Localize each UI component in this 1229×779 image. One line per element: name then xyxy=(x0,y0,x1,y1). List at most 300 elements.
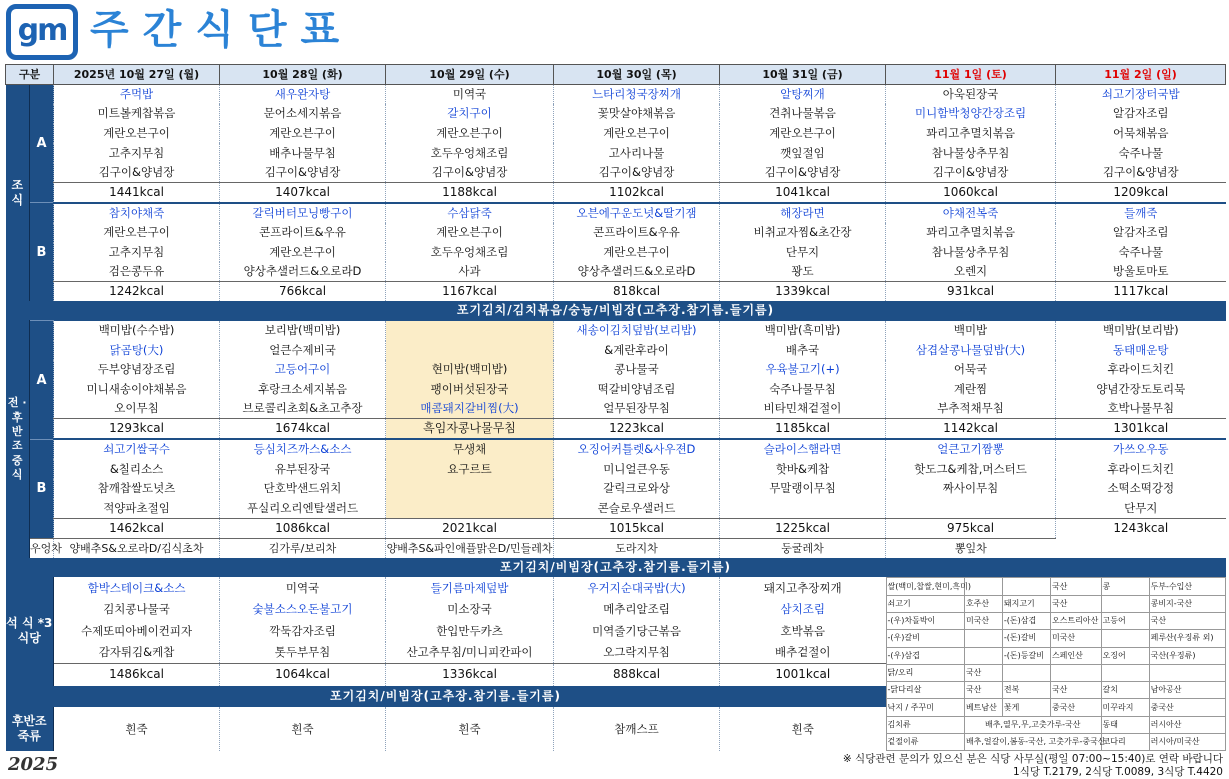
menu-item: 등심치즈까스&소스 xyxy=(220,439,386,459)
menu-item: 계란오븐구이 xyxy=(54,223,220,243)
origin-cell: 두부-수입산 xyxy=(1149,578,1225,595)
origin-cell: 고등어 xyxy=(1101,612,1149,629)
menu-row xyxy=(6,262,1226,282)
menu-item: 후라이드치킨 xyxy=(1056,459,1226,479)
menu-item: 우육불고기(+) xyxy=(720,360,886,380)
kcal-value: 1015kcal xyxy=(554,518,720,538)
origin-cell: 전복 xyxy=(1002,682,1050,699)
menu-item: 배추겉절이 xyxy=(720,642,886,664)
origin-cell: 오스트리아산 xyxy=(1050,612,1101,629)
menu-item: 김치콩나물국 xyxy=(54,599,220,621)
origin-cell xyxy=(964,630,1002,647)
menu-item: 어묵국 xyxy=(886,360,1056,380)
origin-cell xyxy=(1050,664,1101,681)
kcal-value: 1041kcal xyxy=(720,182,886,203)
notice-line-1: ※ 식당관련 문의가 있으신 분은 식당 사무실(평일 07:00~15:40)로 연락 바랍니다 xyxy=(842,753,1223,765)
menu-item: &칠리소스 xyxy=(54,459,220,479)
origin-cell: 겉절이류 xyxy=(886,734,964,751)
menu-item: 콘슬로우샐러드 xyxy=(554,499,720,519)
origin-cell: -닭다리살 xyxy=(886,682,964,699)
origin-cell: 페루산(우징류 외) xyxy=(1149,630,1225,647)
side-dish-banner: 포기김치/비빔장(고추장.참기름.들기름) xyxy=(6,558,1226,578)
origin-row xyxy=(886,578,1225,595)
menu-item: 계란오븐구이 xyxy=(220,124,386,144)
menu-item: 팽이버섯된장국 xyxy=(386,380,554,400)
menu-item: 계란오븐구이 xyxy=(386,223,554,243)
menu-item: 참깨찹쌀도넛츠 xyxy=(54,479,220,499)
origin-cell: 중국산 xyxy=(1149,699,1225,716)
origin-cell: 오징어 xyxy=(1101,647,1149,664)
kcal-value: 1243kcal xyxy=(1056,518,1226,538)
menu-item xyxy=(386,341,554,361)
menu-row xyxy=(6,321,1226,341)
menu-row xyxy=(6,459,1226,479)
menu-item: 오렌지 xyxy=(886,262,1056,282)
menu-item: &계란후라이 xyxy=(554,341,720,361)
origin-row xyxy=(886,682,1225,699)
menu-item: 삼겹살콩나물덮밥(大) xyxy=(886,341,1056,361)
menu-item: 매콤돼지갈비찜(大) xyxy=(386,399,554,419)
menu-item: 수삼닭죽 xyxy=(386,203,554,223)
menu-item: 꽃맛살야채볶음 xyxy=(554,104,720,124)
kcal-value: 1001kcal xyxy=(720,664,886,686)
menu-item: 느타리청국장찌개 xyxy=(554,85,720,105)
porridge-item: 흰죽 xyxy=(220,707,386,751)
menu-item: 들기름마제덮밥 xyxy=(386,577,554,599)
drink-item: 뽕잎차 xyxy=(886,538,1056,558)
drink-item: 양배추S&파인애플맑은D/민들레차 xyxy=(386,538,554,558)
menu-row xyxy=(6,341,1226,361)
menu-item: 아욱된장국 xyxy=(886,85,1056,105)
menu-item: 계란찜 xyxy=(886,380,1056,400)
origin-cell: 돼지고기 xyxy=(1002,595,1050,612)
menu-row xyxy=(6,124,1226,144)
menu-item: 꽝도 xyxy=(720,262,886,282)
menu-item: 닭곰탕(大) xyxy=(54,341,220,361)
menu-item: 미역국 xyxy=(386,85,554,105)
kcal-value: 흑임자콩나물무침 xyxy=(386,419,554,440)
kcal-value: 1086kcal xyxy=(220,518,386,538)
origin-cell: 코다리 xyxy=(1101,734,1149,751)
menu-row xyxy=(6,243,1226,263)
kcal-value: 1223kcal xyxy=(554,419,720,440)
menu-item: 비취교자찜&초간장 xyxy=(720,223,886,243)
origin-cell: 콩비지-국산 xyxy=(1149,595,1225,612)
kcal-row xyxy=(6,282,1226,302)
menu-item: 미니얼큰우동 xyxy=(554,459,720,479)
origin-cell: -(우)삼겹 xyxy=(886,647,964,664)
page-header xyxy=(0,0,1229,64)
section-late-label: 후반조 죽류 xyxy=(6,707,54,751)
origin-cell: 미꾸라지 xyxy=(1101,699,1149,716)
menu-row xyxy=(6,439,1226,459)
porridge-item: 흰죽 xyxy=(720,707,886,751)
weekly-menu-table xyxy=(5,64,1226,751)
menu-item: 현미밥(백미밥) xyxy=(386,360,554,380)
contact-notice xyxy=(843,753,1223,779)
menu-item: 숙주나물 xyxy=(1056,243,1226,263)
menu-item xyxy=(386,321,554,341)
kcal-value: 1060kcal xyxy=(886,182,1056,203)
origin-cell xyxy=(964,647,1002,664)
origin-row xyxy=(886,612,1225,629)
menu-item: 미역국 xyxy=(220,577,386,599)
menu-item: 함박스테이크&소스 xyxy=(54,577,220,599)
origin-row xyxy=(886,734,1225,751)
menu-item: 무말랭이무침 xyxy=(720,479,886,499)
menu-item: 푸실리오리엔탈샐러드 xyxy=(220,499,386,519)
origin-cell: 국산 xyxy=(1050,578,1101,595)
kcal-value: 888kcal xyxy=(554,664,720,686)
menu-row xyxy=(6,203,1226,223)
kcal-value: 1293kcal xyxy=(54,419,220,440)
menu-item: 해장라면 xyxy=(720,203,886,223)
set-a-label: A xyxy=(30,321,54,439)
drink-item: 도라지차 xyxy=(554,538,720,558)
menu-item: 미역줄기당근볶음 xyxy=(554,621,720,643)
drink-row xyxy=(6,538,1226,558)
logo-text: gm xyxy=(17,13,67,48)
origin-row xyxy=(886,716,1225,733)
menu-item: 계란오븐구이 xyxy=(220,243,386,263)
menu-item: 갈릭크로와상 xyxy=(554,479,720,499)
menu-item: 계란오븐구이 xyxy=(386,124,554,144)
menu-item: 꽈리고추멸치볶음 xyxy=(886,223,1056,243)
menu-row xyxy=(6,360,1226,380)
menu-row xyxy=(6,223,1226,243)
origin-cell: 러시아/미국산 xyxy=(1149,734,1225,751)
origin-panel xyxy=(886,577,1226,751)
origin-cell: 동태 xyxy=(1101,716,1149,733)
menu-item: 계란오븐구이 xyxy=(554,124,720,144)
menu-item: 어묵채볶음 xyxy=(1056,124,1226,144)
menu-item: 얼무된장무침 xyxy=(554,399,720,419)
origin-table xyxy=(886,577,1226,751)
menu-item: 참나물상추무침 xyxy=(886,143,1056,163)
origin-cell: -(돈)삼겹 xyxy=(1002,612,1050,629)
origin-cell: 국산 xyxy=(1050,682,1101,699)
menu-item: 단무지 xyxy=(720,243,886,263)
menu-row xyxy=(6,380,1226,400)
kcal-value: 818kcal xyxy=(554,282,720,302)
menu-item: 콘프라이트&우유 xyxy=(220,223,386,243)
day-header: 11월 1일 (토) xyxy=(886,65,1056,85)
kcal-value: 1339kcal xyxy=(720,282,886,302)
menu-item: 감자튀김&케찹 xyxy=(54,642,220,664)
header-label: 구분 xyxy=(6,65,54,85)
menu-item: 비타민채겉절이 xyxy=(720,399,886,419)
menu-item: 슬라이스햄라면 xyxy=(720,439,886,459)
origin-cell: -(우)갈비 xyxy=(886,630,964,647)
origin-cell: 닭/오리 xyxy=(886,664,964,681)
menu-item: 우거지순대국밥(大) xyxy=(554,577,720,599)
side-dish-banner: 포기김치/김치볶음/숭늉/비빔장(고추장.참기름.들기름) xyxy=(6,301,1226,321)
menu-item: 배추나물무침 xyxy=(220,143,386,163)
menu-item: 검은콩두유 xyxy=(54,262,220,282)
origin-cell: 베트남산 xyxy=(964,699,1002,716)
menu-item: 알감자조림 xyxy=(1056,223,1226,243)
menu-item: 알감자조림 xyxy=(1056,104,1226,124)
kcal-value: 1209kcal xyxy=(1056,182,1226,203)
menu-item: 방울토마토 xyxy=(1056,262,1226,282)
set-b-label: B xyxy=(30,439,54,538)
kcal-value: 1486kcal xyxy=(54,664,220,686)
menu-item: 단호박샌드위치 xyxy=(220,479,386,499)
menu-item: 참나물상추무침 xyxy=(886,243,1056,263)
menu-row xyxy=(6,577,1226,599)
origin-cell xyxy=(1101,664,1149,681)
menu-item: 유부된장국 xyxy=(220,459,386,479)
menu-item: 오븐에구운도넛&딸기잼 xyxy=(554,203,720,223)
origin-cell xyxy=(1101,630,1149,647)
origin-cell: 국산 xyxy=(1050,595,1101,612)
drink-item: 우엉차 xyxy=(30,538,54,558)
menu-item: 미트볼케찹볶음 xyxy=(54,104,220,124)
menu-item: 고사리나물 xyxy=(554,143,720,163)
menu-item: 톳두부무침 xyxy=(220,642,386,664)
menu-item: 야채전복죽 xyxy=(886,203,1056,223)
kcal-value: 766kcal xyxy=(220,282,386,302)
menu-row xyxy=(6,399,1226,419)
porridge-item: 참깨스프 xyxy=(554,707,720,751)
origin-cell: 김치류 xyxy=(886,716,964,733)
menu-item: 고추지무침 xyxy=(54,243,220,263)
menu-item: 김구이&양념장 xyxy=(554,163,720,183)
day-header: 10월 31일 (금) xyxy=(720,65,886,85)
menu-item: 한입만두카츠 xyxy=(386,621,554,643)
menu-item: 김구이&양념장 xyxy=(886,163,1056,183)
menu-item: 숙주나물 xyxy=(1056,143,1226,163)
menu-item: 호박볶음 xyxy=(720,621,886,643)
day-header: 10월 29일 (수) xyxy=(386,65,554,85)
drink-item: 둥굴레차 xyxy=(720,538,886,558)
side-dish-banner: 포기김치/비빔장(고추장.참기름.들기름) xyxy=(6,686,886,708)
kcal-value: 1674kcal xyxy=(220,419,386,440)
page-title: 주간식단표 xyxy=(90,7,354,53)
kcal-value: 1102kcal xyxy=(554,182,720,203)
origin-cell xyxy=(1002,664,1050,681)
origin-cell: 중국산 xyxy=(1050,699,1101,716)
menu-item: 얼큰고기짬뽕 xyxy=(886,439,1056,459)
day-header: 10월 30일 (목) xyxy=(554,65,720,85)
set-a-label: A xyxy=(30,85,54,203)
menu-row xyxy=(6,104,1226,124)
porridge-item: 흰죽 xyxy=(54,707,220,751)
menu-item: 얼큰수제비국 xyxy=(220,341,386,361)
kcal-value: 1462kcal xyxy=(54,518,220,538)
set-b-label: B xyxy=(30,203,54,301)
menu-item: 숙주나물무침 xyxy=(720,380,886,400)
menu-item xyxy=(386,479,554,499)
menu-item: 고등어구이 xyxy=(220,360,386,380)
menu-item: 백미밥(보리밥) xyxy=(1056,321,1226,341)
kcal-row xyxy=(6,518,1226,538)
origin-cell: 미국산 xyxy=(1050,630,1101,647)
menu-item: 배추국 xyxy=(720,341,886,361)
origin-cell: 배추,얼갈이,봄동-국산, 고춧가루-중국산 xyxy=(964,734,1101,751)
origin-cell: 국산 xyxy=(964,664,1002,681)
menu-item: 수제또띠아베이컨피자 xyxy=(54,621,220,643)
origin-cell: -(돈)갈비 xyxy=(1002,630,1050,647)
menu-item: 후랑크소세지볶음 xyxy=(220,380,386,400)
menu-row xyxy=(6,163,1226,183)
menu-item: 오이무침 xyxy=(54,399,220,419)
origin-cell: -(우)차돌박이 xyxy=(886,612,964,629)
origin-cell xyxy=(1101,595,1149,612)
menu-item: 양념간장도토리묵 xyxy=(1056,380,1226,400)
kcal-value: 975kcal xyxy=(886,518,1056,538)
menu-item: 미니함박청양간장조림 xyxy=(886,104,1056,124)
menu-item: 소떡소떡강정 xyxy=(1056,479,1226,499)
kcal-row xyxy=(6,182,1226,203)
menu-item: 호두우엉채조림 xyxy=(386,143,554,163)
origin-cell: 국산(우징류) xyxy=(1149,647,1225,664)
menu-item: 단무지 xyxy=(1056,499,1226,519)
origin-cell: 미국산 xyxy=(964,612,1002,629)
menu-item: 핫도그&케찹,머스터드 xyxy=(886,459,1056,479)
menu-item: 김구이&양념장 xyxy=(1056,163,1226,183)
menu-item: 미소장국 xyxy=(386,599,554,621)
menu-item: 백미밥(흑미밥) xyxy=(720,321,886,341)
origin-cell: 낙지 / 주꾸미 xyxy=(886,699,964,716)
menu-item: 동태매운탕 xyxy=(1056,341,1226,361)
menu-item: 알탕찌개 xyxy=(720,85,886,105)
menu-item xyxy=(720,499,886,519)
day-header: 2025년 10월 27일 (월) xyxy=(54,65,220,85)
menu-item: 계란오븐구이 xyxy=(54,124,220,144)
menu-item: 보리밥(백미밥) xyxy=(220,321,386,341)
menu-item: 들깨죽 xyxy=(1056,203,1226,223)
origin-row xyxy=(886,664,1225,681)
origin-cell: 배추,열무,무,고춧가루-국산 xyxy=(964,716,1101,733)
drink-item: 김가루/보리차 xyxy=(220,538,386,558)
menu-item: 주먹밥 xyxy=(54,85,220,105)
gm-logo xyxy=(6,4,78,60)
kcal-value: 1242kcal xyxy=(54,282,220,302)
kcal-value: 1301kcal xyxy=(1056,419,1226,440)
menu-row xyxy=(6,479,1226,499)
menu-item: 핫바&케찹 xyxy=(720,459,886,479)
section-breakfast-label: 조 식 xyxy=(6,85,30,302)
menu-item: 양상추샐러드&오로라D xyxy=(554,262,720,282)
kcal-value: 1142kcal xyxy=(886,419,1056,440)
menu-item: 참치야채죽 xyxy=(54,203,220,223)
kcal-value: 1064kcal xyxy=(220,664,386,686)
menu-item: 브로콜리초회&초고추장 xyxy=(220,399,386,419)
menu-item: 요구르트 xyxy=(386,459,554,479)
section-dinner-label: 석 식 *3식당 xyxy=(6,577,54,685)
origin-cell: 호주산 xyxy=(964,595,1002,612)
signature-mark: 2025 xyxy=(8,754,59,775)
origin-cell xyxy=(1002,578,1050,595)
origin-row xyxy=(886,647,1225,664)
menu-item: 계란오븐구이 xyxy=(720,124,886,144)
origin-cell xyxy=(1149,664,1225,681)
kcal-value: 1188kcal xyxy=(386,182,554,203)
origin-row xyxy=(886,630,1225,647)
menu-item: 호두우엉채조림 xyxy=(386,243,554,263)
day-header: 11월 2일 (일) xyxy=(1056,65,1226,85)
menu-item: 쇠고기쌀국수 xyxy=(54,439,220,459)
menu-item: 콩나물국 xyxy=(554,360,720,380)
origin-cell: 갈치 xyxy=(1101,682,1149,699)
menu-item: 견취나물볶음 xyxy=(720,104,886,124)
menu-item: 콘프라이트&우유 xyxy=(554,223,720,243)
origin-cell: 쇠고기 xyxy=(886,595,964,612)
menu-item: 김구이&양념장 xyxy=(386,163,554,183)
menu-item: 계란오븐구이 xyxy=(554,243,720,263)
menu-item: 깻잎절임 xyxy=(720,143,886,163)
menu-item: 새송이김치덮밥(보리밥) xyxy=(554,321,720,341)
menu-item: 양상추샐러드&오로라D xyxy=(220,262,386,282)
origin-row xyxy=(886,595,1225,612)
menu-item: 부추적채무침 xyxy=(886,399,1056,419)
menu-item: 오징어커틀렛&사우젼D xyxy=(554,439,720,459)
day-header: 10월 28일 (화) xyxy=(220,65,386,85)
menu-item: 두부양념장조림 xyxy=(54,360,220,380)
menu-item: 메추리알조림 xyxy=(554,599,720,621)
kcal-value: 2021kcal xyxy=(386,518,554,538)
section-lunch-label: 전 · 후 반 조 중 식 xyxy=(6,321,30,558)
drink-item: 양배추S&오로라D/김식초차 xyxy=(54,538,220,558)
menu-item: 돼지고추장찌개 xyxy=(720,577,886,599)
menu-item: 삼치조림 xyxy=(720,599,886,621)
menu-item: 짜사이무침 xyxy=(886,479,1056,499)
menu-item: 오그락지무침 xyxy=(554,642,720,664)
menu-item: 사과 xyxy=(386,262,554,282)
origin-cell: 남아공산 xyxy=(1149,682,1225,699)
origin-row xyxy=(886,699,1225,716)
menu-item: 깍둑감자조림 xyxy=(220,621,386,643)
kcal-value: 1167kcal xyxy=(386,282,554,302)
menu-item: 백미밥(수수밥) xyxy=(54,321,220,341)
origin-cell: 국산 xyxy=(964,682,1002,699)
menu-item: 새우완자탕 xyxy=(220,85,386,105)
notice-line-2: 1식당 T.2179, 2식당 T.0089, 3식당 T.4420 xyxy=(1013,766,1223,778)
menu-row xyxy=(6,85,1226,105)
origin-cell: 러시아산 xyxy=(1149,716,1225,733)
menu-item: 고추지무침 xyxy=(54,143,220,163)
menu-item: 숯불소스오돈불고기 xyxy=(220,599,386,621)
menu-item: 갈치구이 xyxy=(386,104,554,124)
kcal-value: 1441kcal xyxy=(54,182,220,203)
menu-item: 갈릭버터모닝빵구이 xyxy=(220,203,386,223)
kcal-value: 1336kcal xyxy=(386,664,554,686)
menu-item: 김구이&양념장 xyxy=(220,163,386,183)
banner-row xyxy=(6,558,1226,578)
kcal-value: 931kcal xyxy=(886,282,1056,302)
menu-row xyxy=(6,499,1226,519)
origin-cell: 국산 xyxy=(1149,612,1225,629)
kcal-value: 1185kcal xyxy=(720,419,886,440)
menu-item: 가쓰오우동 xyxy=(1056,439,1226,459)
header-row xyxy=(6,65,1226,85)
menu-item: 백미밥 xyxy=(886,321,1056,341)
menu-item: 무생채 xyxy=(386,439,554,459)
menu-item: 후라이드치킨 xyxy=(1056,360,1226,380)
menu-item xyxy=(886,499,1056,519)
kcal-value: 1407kcal xyxy=(220,182,386,203)
menu-item: 호박나물무침 xyxy=(1056,399,1226,419)
menu-item: 김구이&양념장 xyxy=(720,163,886,183)
menu-item: 떡갈비양념조림 xyxy=(554,380,720,400)
origin-cell: -(돈)등갈비 xyxy=(1002,647,1050,664)
kcal-row xyxy=(6,419,1226,440)
menu-item: 김구이&양념장 xyxy=(54,163,220,183)
menu-row xyxy=(6,143,1226,163)
banner-row xyxy=(6,301,1226,321)
kcal-value: 1117kcal xyxy=(1056,282,1226,302)
